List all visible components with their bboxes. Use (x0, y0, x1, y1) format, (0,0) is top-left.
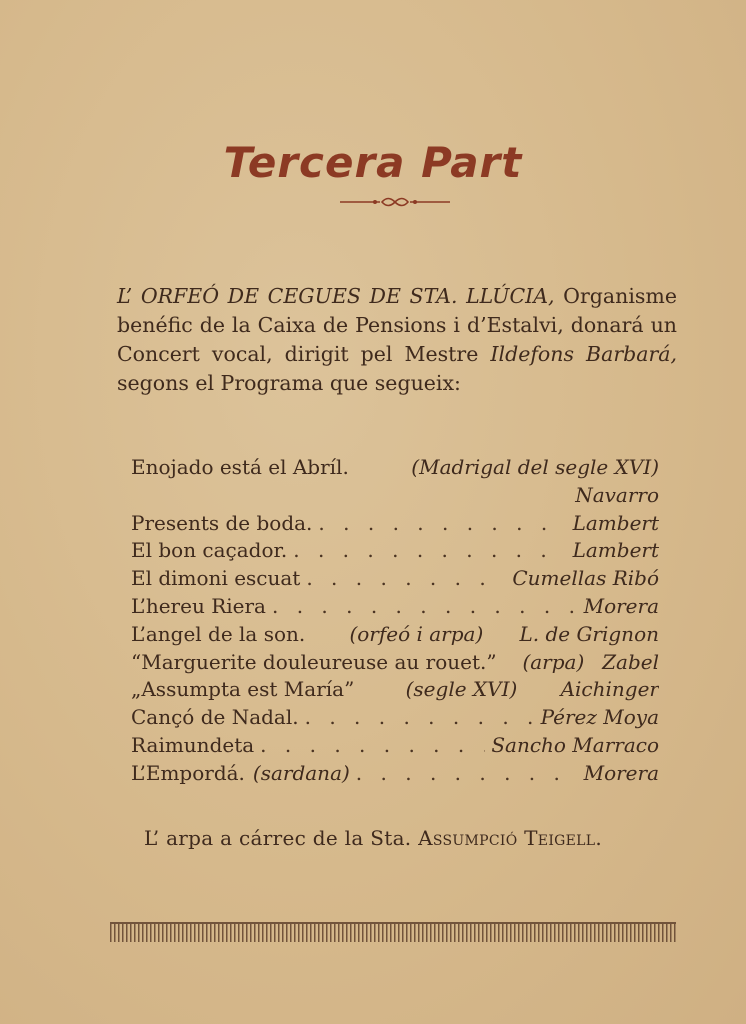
program-item (131, 621, 659, 649)
ornament-divider (340, 194, 450, 210)
program-item (131, 704, 659, 732)
program-item (131, 732, 659, 760)
work-title: L’Empordá. (131, 760, 245, 785)
program-item (131, 454, 659, 482)
intro-text-1: Organisme benéfic de la Caixa de Pensions i d’Estalvi, donará un Concert vocal, dirigit pel Mestre (117, 284, 677, 366)
dot-leader (305, 704, 535, 732)
work-title: “Marguerite douleureuse au rouet.” (131, 649, 497, 674)
composer: Zabel (602, 649, 659, 674)
composer: Cumellas Ribó (512, 566, 659, 591)
work-title: Enojado está el Abríl. (131, 455, 349, 479)
composer: L. de Grignon (519, 621, 659, 646)
harp-credit-prefix: L’ arpa a cárrec de la Sta. (143, 826, 412, 850)
composer: Lambert (572, 510, 659, 535)
dot-leader (318, 510, 566, 538)
composer: Morera (583, 760, 659, 785)
work-note: (Madrigal del segle XVI) (411, 455, 659, 479)
composer: Navarro (575, 482, 659, 507)
program-item (131, 649, 659, 677)
composer: Aichinger (560, 677, 659, 702)
work-note: (arpa) (522, 649, 585, 674)
composer: Sancho Marraco (491, 732, 659, 757)
program-item (131, 593, 659, 621)
intro-paragraph (117, 282, 677, 398)
harp-credit (0, 826, 746, 850)
work-note: (orfeó i arpa) (349, 621, 484, 646)
program-item (131, 510, 659, 538)
intro-text-2: segons el Programa que segueix: (117, 371, 461, 395)
page-title: Tercera Part (223, 138, 523, 187)
program-list (131, 454, 659, 788)
work-title: „Assumpta est María” (131, 677, 355, 702)
dot-leader (306, 565, 506, 593)
work-note: (segle XVI) (405, 677, 518, 702)
work-title: L’angel de la son. (131, 621, 306, 646)
decorative-border-rule (110, 922, 676, 942)
work-title: El bon caçador. (131, 538, 288, 563)
work-title: Presents de boda. (131, 510, 313, 535)
dot-leader (272, 593, 578, 621)
dot-leader (356, 760, 578, 788)
choir-name: L’ ORFEÓ DE CEGUES DE STA. LLÚCIA, (117, 284, 555, 308)
dot-leader (293, 537, 566, 565)
director-name: Ildefons Barbará, (490, 342, 677, 366)
composer: Morera (583, 593, 659, 618)
work-title: Cançó de Nadal. (131, 705, 299, 730)
work-title: Raimundeta (131, 732, 255, 757)
composer: Pérez Moya (540, 705, 659, 730)
work-note: (sardana) (252, 760, 350, 785)
work-title: L’hereu Riera (131, 593, 266, 618)
work-title: El dimoni escuat (131, 566, 301, 591)
program-item (131, 760, 659, 788)
program-item (131, 537, 659, 565)
program-item (131, 482, 659, 510)
composer: Lambert (572, 538, 659, 563)
program-item (131, 676, 659, 704)
harpist-name: Assumpció Teigell. (418, 826, 603, 850)
dot-leader (260, 732, 485, 760)
program-item (131, 565, 659, 593)
